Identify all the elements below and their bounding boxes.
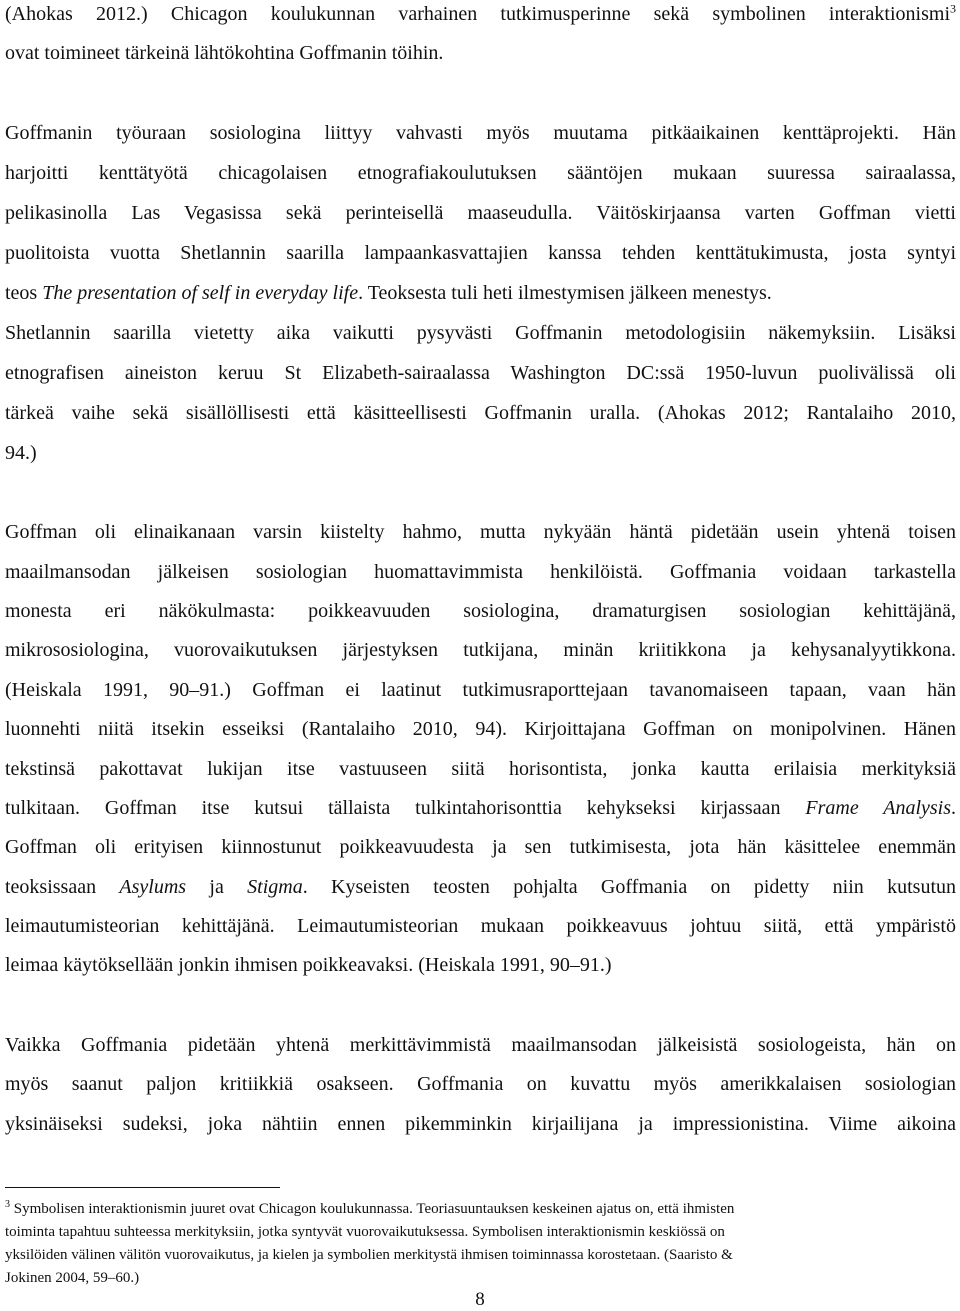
footnote-line	[5, 1199, 956, 1219]
text-line: harjoitti kenttätyötä chicagolaisen etnografiakoulutuksen sääntöjen mukaan suuressa sairaalassa,	[5, 162, 956, 184]
text-line	[5, 875, 956, 899]
text-line	[5, 2, 956, 26]
book-title: Stigma	[247, 876, 303, 898]
text-line	[5, 281, 956, 305]
text-segment: (Ahokas 2012.) Chicagon koulukunnan varhainen tutkimusperinne sekä symbolinen interaktionismi	[5, 3, 950, 25]
page-number: 8	[475, 1289, 485, 1310]
text-line: ovat toimineet tärkeinä lähtökohtina Goffmanin töihin.	[5, 42, 444, 64]
footnote-line: yksilöiden välinen välitön vuorovaikutus, ja kielen ja symbolien merkitystä ihmisen toiminnassa korostetaan. (Saaristo &	[5, 1247, 733, 1263]
text-line: Goffman oli elinaikanaan varsin kiistelty hahmo, mutta nykyään häntä pidetään usein yhtenä toisen	[5, 521, 956, 543]
text-line: pelikasinolla Las Vegasissa sekä perinteisellä maaseudulla. Väitöskirjaansa varten Goffman vietti	[5, 202, 956, 224]
text-segment: teoksissaan	[5, 876, 120, 898]
text-segment: teos	[5, 282, 43, 304]
text-line: monesta eri näkökulmasta: poikkeavuuden sosiologina, dramaturgisen sosiologian kehittäjänä,	[5, 600, 956, 622]
footnote-separator	[5, 1187, 280, 1188]
text-line: tekstinsä pakottavat lukijan itse vastuuseen siitä horisontista, jonka kautta erilaisia merkityksiä	[5, 758, 956, 780]
book-title: Frame Analysis	[805, 797, 952, 819]
text-line: luonnehti niitä itsekin esseiksi (Rantalaiho 2010, 94). Kirjoittajana Goffman on monipolvinen. Hänen	[5, 718, 956, 740]
book-title: The presentation of self in everyday life	[42, 282, 359, 304]
book-title: Asylums	[119, 876, 187, 898]
text-segment: . Kyseisten teosten pohjalta Goffmania on pidetty niin kutsutun	[302, 876, 957, 898]
text-line	[5, 796, 956, 820]
text-segment: ja	[186, 876, 248, 898]
text-segment: tulkitaan. Goffman itse kutsui tällaista tulkintahorisonttia kehykseksi kirjassaan	[5, 797, 806, 819]
footnote-marker: 3	[5, 1199, 10, 1210]
text-line: maailmansodan jälkeisen sosiologian huomattavimmista henkilöistä. Goffmania voidaan tarkastella	[5, 561, 956, 583]
footnote-line: toiminta tapahtuu suhteessa merkityksiin, jotka syntyvät vuorovaikutuksessa. Symbolisen interaktionismin keskiössä on	[5, 1224, 725, 1240]
text-line: Goffmanin työuraan sosiologina liittyy vahvasti myös muutama pitkäaikainen kenttäprojekti. Hän	[5, 122, 956, 144]
text-line: Vaikka Goffmania pidetään yhtenä merkittävimmistä maailmansodan jälkeisistä sosiologeista, hän on	[5, 1034, 956, 1056]
footnote-line: Jokinen 2004, 59–60.)	[5, 1270, 140, 1286]
text-line: etnografisen aineiston keruu St Elizabeth-sairaalassa Washington DC:ssä 1950-luvun puolivälissä oli	[5, 362, 956, 384]
text-line: Shetlannin saarilla vietetty aika vaikutti pysyvästi Goffmanin metodologisiin näkemyksiin. Lisäksi	[5, 322, 956, 344]
text-line: Goffman oli erityisen kiinnostunut poikkeavuudesta ja sen tutkimisesta, jota hän käsittelee enemmän	[5, 836, 956, 858]
text-segment: .	[951, 797, 957, 819]
text-line: tärkeä vaihe sekä sisällöllisesti että käsitteellisesti Goffmanin uralla. (Ahokas 2012; Rantalaiho 2010,	[5, 402, 956, 424]
text-line: myös saanut paljon kritiikkiä osakseen. Goffmania on kuvattu myös amerikkalaisen sosiologian	[5, 1073, 956, 1095]
text-segment: Symbolisen interaktionismin juuret ovat Chicagon koulukunnassa. Teoriasuuntauksen keskeinen ajatus on, että ihmisten	[13, 1201, 735, 1217]
text-line: puolitoista vuotta Shetlannin saarilla lampaankasvattajien kanssa tehden kenttätukimusta, josta syntyi	[5, 242, 956, 264]
text-line: yksinäiseksi sudeksi, joka nähtiin ennen pikemminkin kirjailijana ja impressionistina. Viime aikoina	[5, 1113, 956, 1135]
text-segment: . Teoksesta tuli heti ilmestymisen jälkeen menestys.	[358, 282, 772, 304]
footnote-reference: 3	[950, 1, 956, 16]
text-line: mikrososiologina, vuorovaikutuksen järjestyksen tutkijana, minän kriitikkona ja kehysanalyytikkona.	[5, 639, 956, 661]
text-line: (Heiskala 1991, 90–91.) Goffman ei laatinut tutkimusraporttejaan tavanomaiseen tapaan, vaan hän	[5, 679, 956, 701]
text-line: 94.)	[5, 442, 37, 464]
text-line: leimautumisteorian kehittäjänä. Leimautumisteorian mukaan poikkeavuus johtuu siitä, että ympäristö	[5, 915, 956, 937]
text-line: leimaa käytöksellään jonkin ihmisen poikkeavaksi. (Heiskala 1991, 90–91.)	[5, 954, 612, 976]
